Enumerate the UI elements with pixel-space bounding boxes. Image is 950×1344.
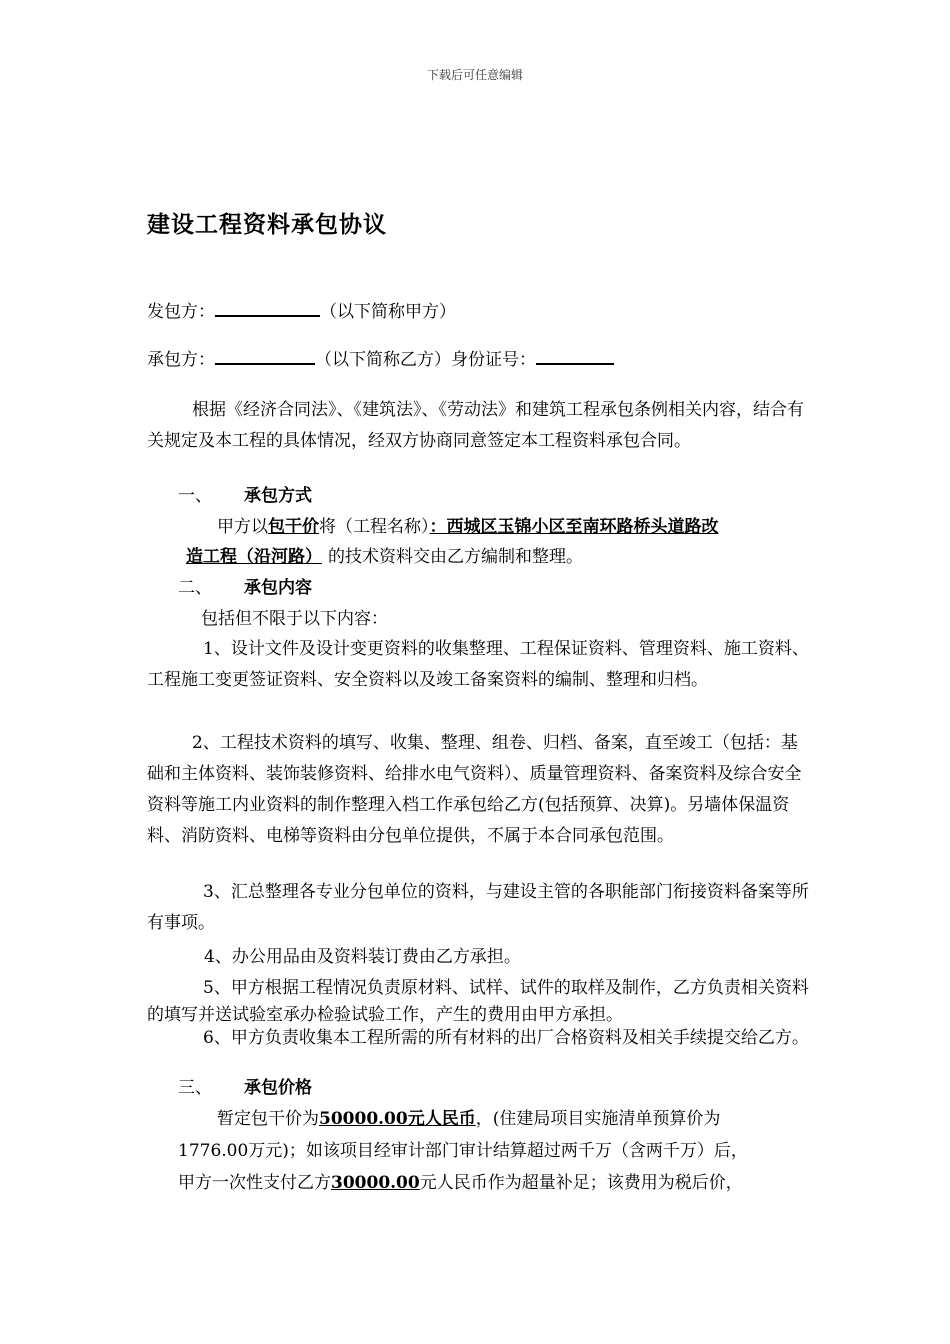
section1-line2	[186, 542, 583, 572]
section1-line1	[217, 512, 719, 542]
section2-item-6: 6、甲方负责收集本工程所需的所有材料的出厂合格资料及相关手续提交给乙方。	[203, 1028, 809, 1048]
party-a-line	[147, 297, 456, 327]
contract-price-type: 包干价	[268, 517, 319, 537]
section3-text-b: ，(住建局项目实施清单预算价为	[475, 1109, 721, 1129]
section2-item-5: 5、甲方根据工程情况负责原材料、试样、试件的取样及制作，乙方负责相关资料的填写并送试验室承办检验试验工作，产生的费用由甲方承担。	[147, 978, 809, 1025]
party-b-label: 承包方：	[147, 350, 215, 370]
party-b-suffix: （以下简称乙方）身份证号：	[315, 350, 536, 370]
section2-heading	[178, 573, 312, 603]
section2-number: 二、	[178, 578, 212, 598]
section3-number: 三、	[178, 1078, 212, 1098]
supplement-amount: 30000.00	[331, 1173, 420, 1193]
section1-heading	[178, 481, 312, 511]
header-note: 下载后可任意编辑	[426, 68, 523, 82]
project-name-part1: ：西城区玉锦小区至南环路桥头道路改	[429, 517, 719, 537]
intro-paragraph: 根据《经济合同法》、《建筑法》、《劳动法》和建筑工程承包条例相关内容，结合有关规定及本工程的具体情况，经双方协商同意签定本工程资料承包合同。	[147, 400, 804, 451]
section3-line1	[217, 1104, 720, 1134]
party-a-blank[interactable]	[215, 297, 320, 317]
document-title: 建设工程资料承包协议	[147, 211, 387, 238]
id-number-blank[interactable]	[536, 345, 614, 365]
party-b-line	[147, 345, 614, 375]
section1-number: 一、	[178, 486, 212, 506]
section2-item-2: 2、工程技术资料的填写、收集、整理、组卷、归档、备案，直至竣工（包括：基础和主体资料、装饰装修资料、给排水电气资料）、质量管理资料、备案资料及综合安全资料等施工内业资料的制作整理入档工作承包给乙方(包括预算、决算)。另墙体保温资料、消防资料、电梯等资料由分包单位提供，不属于本合同承包范围。	[147, 733, 802, 846]
party-b-blank[interactable]	[215, 345, 315, 365]
section2-item-1: 1、设计文件及设计变更资料的收集整理、工程保证资料、管理资料、施工资料、工程施工变更签证资料、安全资料以及竣工备案资料的编制、整理和归档。	[147, 639, 809, 690]
section2-title: 承包内容	[244, 578, 312, 598]
section3-line3	[178, 1168, 743, 1198]
party-a-suffix: （以下简称甲方）	[320, 302, 456, 322]
section3-text-a: 暂定包干价为	[217, 1109, 319, 1129]
section3-heading	[178, 1073, 312, 1103]
section3-text-d: 元人民币作为超量补足；该费用为税后价，	[419, 1173, 743, 1193]
section2-item-3: 3、汇总整理各专业分包单位的资料，与建设主管的各职能部门衔接资料备案等所有事项。	[147, 882, 809, 933]
section1-title: 承包方式	[244, 486, 312, 506]
section1-text-c: 的技术资料交由乙方编制和整理。	[328, 547, 583, 567]
section3-text-c: 甲方一次性支付乙方	[178, 1173, 331, 1193]
contract-amount: 50000.00元人民币	[319, 1109, 476, 1129]
section2-lead: 包括但不限于以下内容：	[201, 609, 388, 629]
section2-item-4: 4、办公用品由及资料装订费由乙方承担。	[204, 947, 521, 967]
project-name-part2: 造工程（沿河路）	[186, 547, 322, 567]
section1-text-a: 甲方以	[217, 517, 268, 537]
section3-title: 承包价格	[244, 1078, 312, 1098]
section3-line2: 1776.00万元)；如该项目经审计部门审计结算超过两千万（含两千万）后，	[178, 1141, 748, 1161]
party-a-label: 发包方：	[147, 302, 215, 322]
section1-text-b: 将（工程名称）	[319, 517, 430, 537]
